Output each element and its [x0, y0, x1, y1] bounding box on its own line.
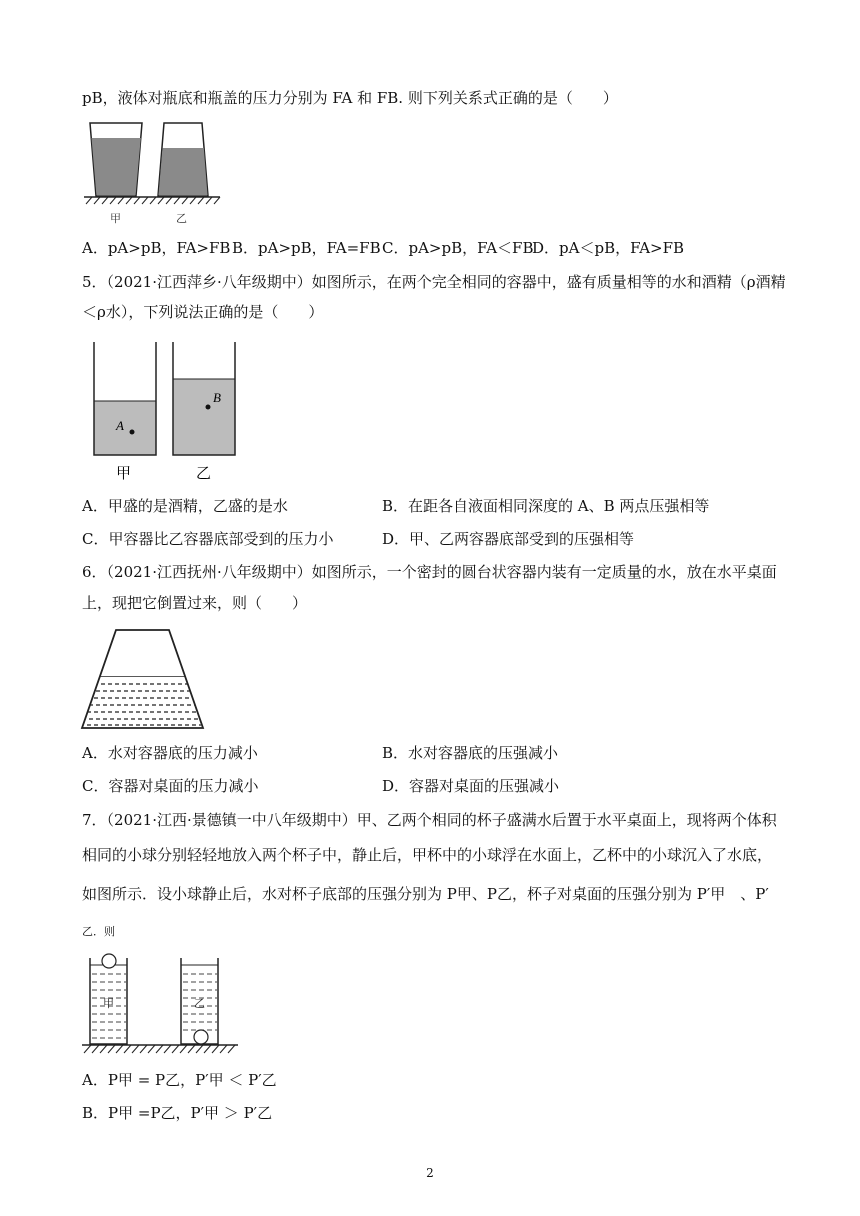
q7-stem-line2: 相同的小球分别轻轻地放入两个杯子中，静止后，甲杯中的小球浮在水面上，乙杯中的小球沉入了水底， [82, 846, 773, 864]
q5-label-jia: 甲 [116, 464, 132, 482]
q4-label-jia: 甲 [110, 212, 121, 225]
q6-option-d: D．容器对桌面的压强减小 [382, 777, 560, 795]
q4-option-a: A．pA>pB，FA>FB [82, 239, 231, 257]
q7-stem-line3: 如图所示．设小球静止后，水对杯子底部的压强分别为 P甲、P乙，杯子对桌面的压强分别为 P′甲 、P′ [82, 885, 769, 903]
q4-liquid-jia [92, 138, 141, 195]
q6-option-a: A．水对容器底的压力减小 [82, 744, 258, 762]
q5-liquid-yi [173, 379, 235, 455]
q5-figure [80, 340, 250, 485]
q4-option-d: D．pA＜pB，FA>FB [532, 239, 685, 257]
q7-ball-jia [102, 954, 116, 968]
q7-option-b: B．P甲 =P乙，P′甲 ＞ P′乙 [82, 1104, 273, 1122]
q7-stem-line4: 乙．则 [82, 925, 115, 938]
q6-frustum-figure [80, 628, 210, 733]
q6-option-b: B．水对容器底的压强减小 [382, 744, 559, 762]
q5-point-a [130, 430, 135, 435]
q7-cups-figure [80, 952, 245, 1062]
q5-stem-line1: 5．（2021·江西萍乡·八年级期中）如图所示，在两个完全相同的容器中，盛有质量相等的水和酒精（ρ酒精 [82, 273, 786, 291]
q6-stem-line1: 6．（2021·江西抚州·八年级期中）如图所示，一个密封的圆台状容器内装有一定质量的水，放在水平桌面 [82, 563, 777, 581]
q5-label-yi: 乙 [196, 464, 212, 482]
q6-stem-line2: 上，现把它倒置过来，则（ ） [82, 594, 308, 612]
q5-label-a: A [116, 418, 124, 433]
q7-ball-yi [194, 1030, 208, 1044]
q5-point-b [206, 405, 211, 410]
q5-option-c: C．甲容器比乙容器底部受到的压力小 [82, 530, 334, 548]
q4-liquid-yi [159, 148, 208, 195]
page-number: 2 [426, 1166, 434, 1180]
q5-label-b: B [213, 390, 221, 405]
q5-stem-line2: ＜ρ水），下列说法正确的是（ ） [82, 303, 324, 321]
q5-option-d: D．甲、乙两容器底部受到的压强相等 [382, 530, 635, 548]
q6-frustum-container [82, 630, 203, 728]
q7-label-yi: 乙 [194, 997, 205, 1010]
q5-option-a: A．甲盛的是酒精，乙盛的是水 [82, 497, 288, 515]
q4-stem: pB，液体对瓶底和瓶盖的压力分别为 FA 和 FB. 则下列关系式正确的是（ ） [82, 89, 618, 107]
q7-option-a: A．P甲 = P乙，P′甲 ＜ P′乙 [82, 1071, 277, 1089]
q7-label-jia: 甲 [103, 997, 114, 1010]
q5-option-b: B．在距各自液面相同深度的 A、B 两点压强相等 [382, 497, 710, 515]
q4-option-c: C．pA>pB，FA＜FB [382, 239, 534, 257]
q4-figure [80, 118, 230, 228]
q4-option-b: B．pA>pB，FA=FB [232, 239, 381, 257]
q6-option-c: C．容器对桌面的压力减小 [82, 777, 259, 795]
q7-stem-line1: 7．（2021·江西·景德镇一中八年级期中）甲、乙两个相同的杯子盛满水后置于水平桌面上，现将两个体积 [82, 811, 777, 829]
q4-label-yi: 乙 [176, 212, 187, 225]
q5-liquid-jia [94, 401, 156, 455]
